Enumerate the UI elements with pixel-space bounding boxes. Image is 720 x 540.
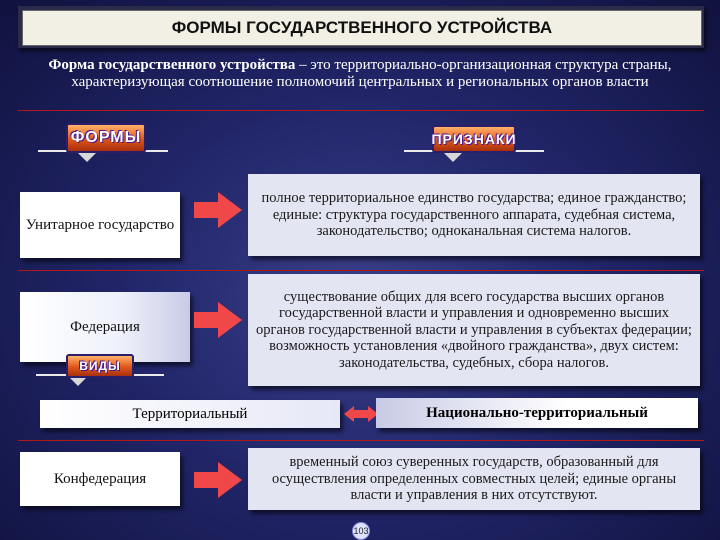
confederation-label: Конфедерация [53,470,147,487]
arrow-right-icon [192,190,244,230]
definition-body: – это территориально-организационная структура страны, характеризующая соотношение полномочий центральных и региональных органов власти [71,57,672,90]
page-number-badge: 103 [352,522,370,540]
signs-ribbon: ПРИЗНАКИ [432,125,516,153]
unitary-state-box [20,192,180,258]
federation-description: существование общих для всего государства высших органов государственной власти и управления и одновременно высших органов государственной власти и управления в субъектах федерации; возможность установления «двойного гражданства», двух систем: законодательства, судебных, сбора налогов. [248,274,700,386]
forms-ribbon-pointer [77,152,97,162]
separator-line [18,270,704,271]
types-ribbon: ВИДЫ [66,354,134,378]
signs-ribbon-pointer [443,152,463,162]
separator-line [18,110,704,111]
arrow-right-icon [192,300,244,340]
territorial-type-box: Территориальный [40,400,340,428]
national-territorial-type-box: Национально-территориальный [376,398,698,428]
confederation-box [20,452,180,506]
separator-line [18,440,704,441]
confederation-description: временный союз суверенных государств, образованный для осуществления определенных совместных целей; единые органы власти и управления в них отсутствуют. [248,448,700,510]
federation-box [20,292,190,362]
page-title: ФОРМЫ ГОСУДАРСТВЕННОГО УСТРОЙСТВА [22,10,702,46]
definition-text [40,57,680,91]
arrow-right-icon [192,460,244,500]
forms-ribbon: ФОРМЫ [66,123,146,153]
unitary-state-description: полное территориальное единство государства; единое гражданство; единые: структура государственного аппарата, судебная система, законодательство; одноканальная система налогов. [248,174,700,256]
federation-label: Федерация [70,318,140,335]
unitary-state-label: Унитарное государство [25,216,175,233]
double-arrow-icon [344,404,378,424]
definition-term: Форма государственного устройства [48,57,296,73]
title-bar [18,6,704,48]
